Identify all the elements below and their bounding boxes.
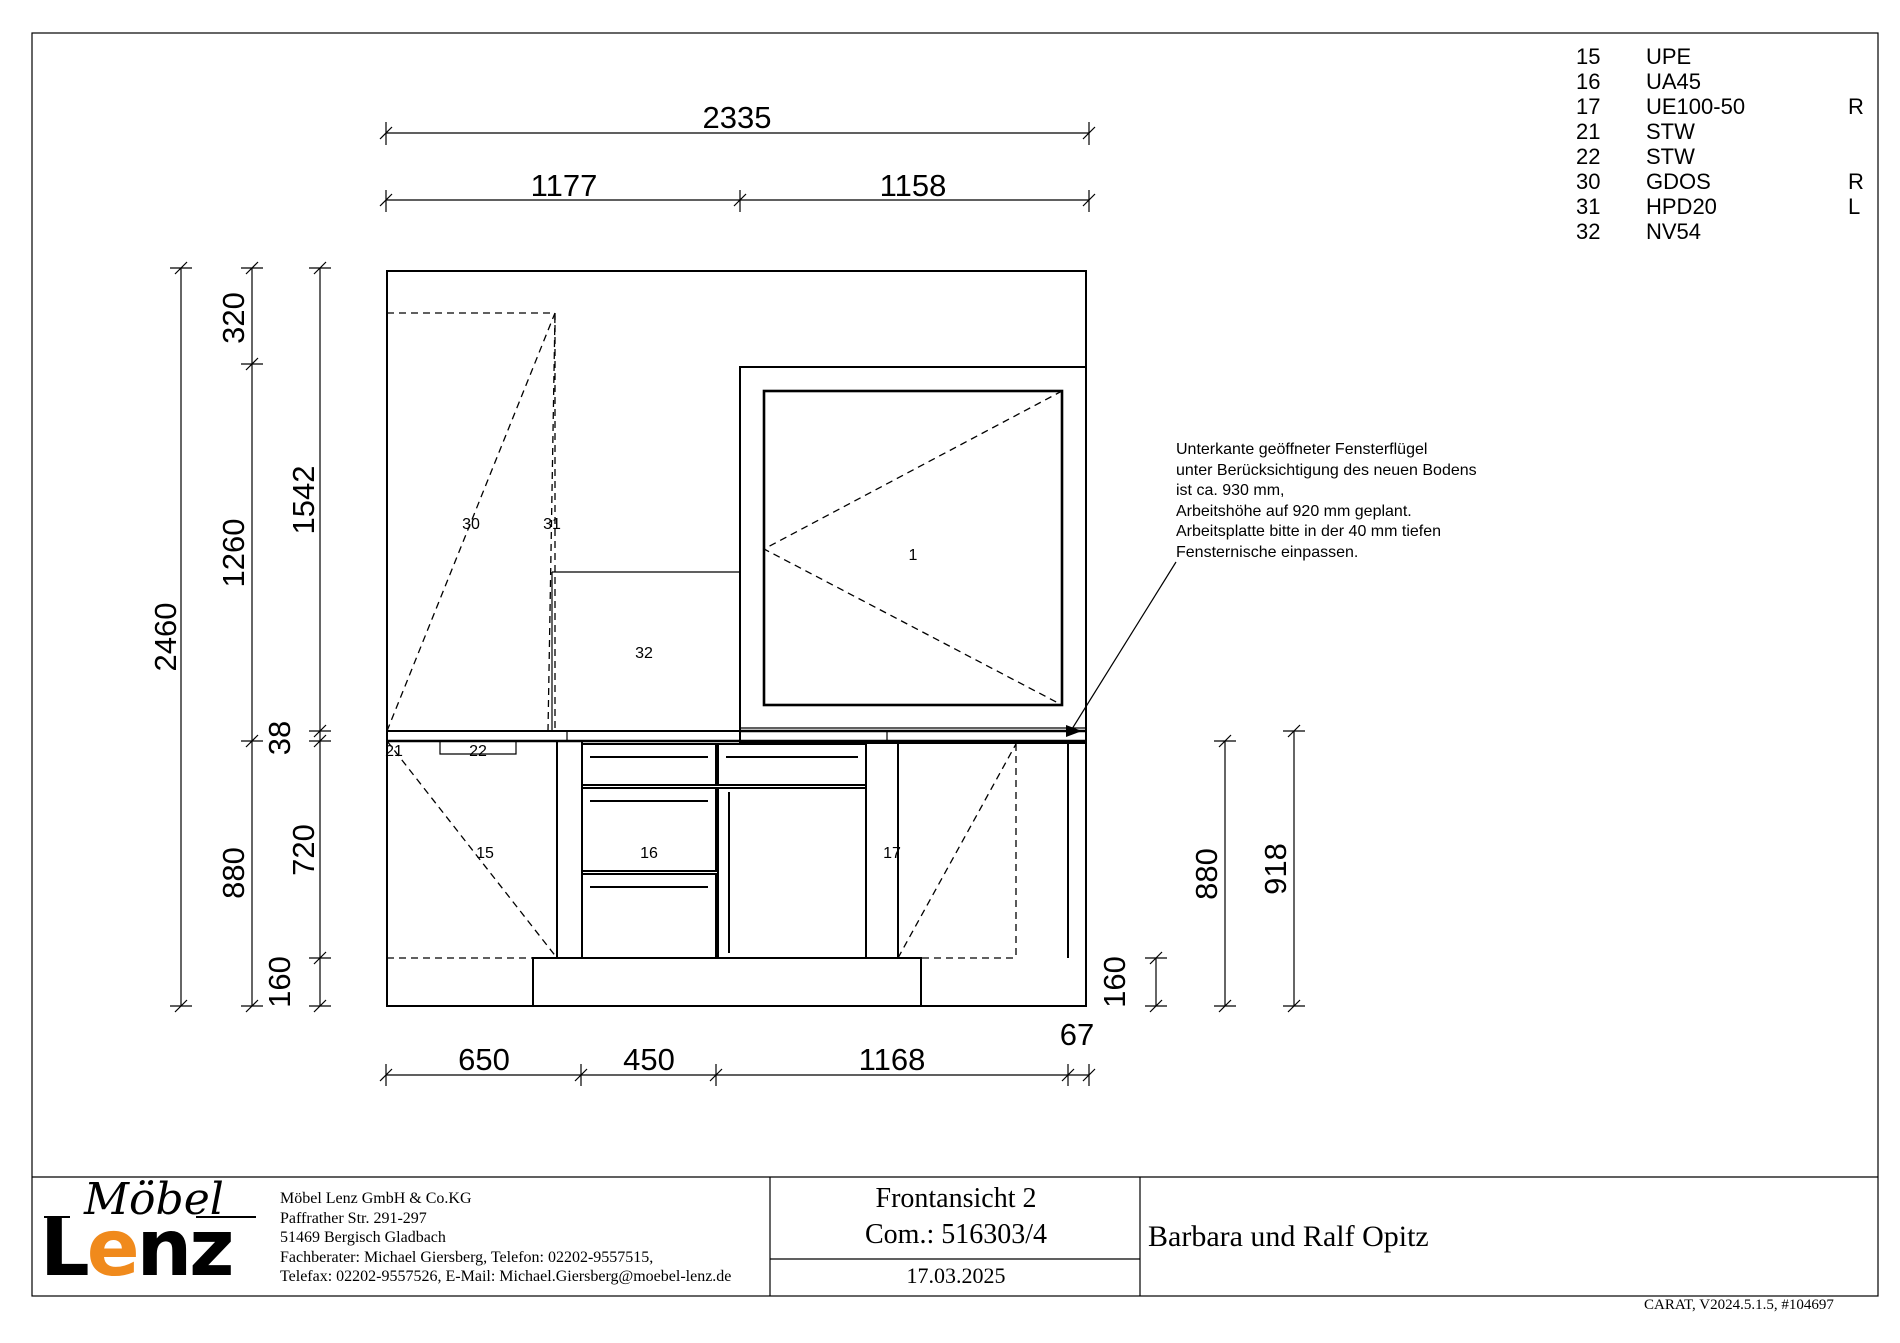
position-legend xyxy=(1576,44,1876,244)
plinth xyxy=(533,958,921,1006)
note-line: unter Berücksichtigung des neuen Bodens xyxy=(1176,461,1477,479)
customer-name: Barbara und Ralf Opitz xyxy=(1148,1220,1429,1253)
logo-letter: L xyxy=(40,1204,87,1294)
company-line: Paffrather Str. 291-297 xyxy=(280,1209,427,1227)
company-address xyxy=(280,1189,731,1287)
dim-bottom-1168: 1168 xyxy=(858,1042,926,1077)
legend-pos: 17 xyxy=(1576,94,1601,119)
dim-left-mid: 1260 xyxy=(216,518,251,588)
dim-left-top: 320 xyxy=(216,292,251,344)
label-21: 21 xyxy=(385,743,403,760)
label-30: 30 xyxy=(462,516,480,533)
legend-code: STW xyxy=(1646,144,1695,169)
legend-pos: 21 xyxy=(1576,119,1601,144)
legend-code: NV54 xyxy=(1646,219,1702,244)
dim-bottom-67: 67 xyxy=(1059,1017,1095,1052)
dim-top-right: 1158 xyxy=(879,168,947,203)
drawing-date: 17.03.2025 xyxy=(906,1263,1006,1288)
tall-unit xyxy=(387,313,561,731)
legend-row xyxy=(1576,94,1876,119)
annotation-note xyxy=(1176,440,1536,563)
legend-row xyxy=(1576,144,1876,169)
logo-letter-accent: e xyxy=(86,1204,137,1294)
dim-left-720: 720 xyxy=(286,824,321,876)
legend-row xyxy=(1576,119,1876,144)
logo-letter: nz xyxy=(136,1204,232,1294)
window-unit xyxy=(740,367,1086,743)
base-unit-15 xyxy=(387,741,557,958)
legend-pos: 31 xyxy=(1576,194,1601,219)
dimension-right xyxy=(1097,725,1305,1012)
dim-right-880: 880 xyxy=(1189,848,1224,900)
software-version: CARAT, V2024.5.1.5, #104697 xyxy=(1644,1297,1834,1313)
view-title: Frontansicht 2 xyxy=(875,1183,1037,1214)
legend-pos: 30 xyxy=(1576,169,1601,194)
legend-code: HPD20 xyxy=(1646,194,1717,219)
label-31: 31 xyxy=(543,516,561,533)
label-16: 16 xyxy=(640,845,658,862)
legend-side: L xyxy=(1848,194,1861,219)
legend-code: GDOS xyxy=(1646,169,1711,194)
label-window: 1 xyxy=(908,547,918,564)
legend-pos: 15 xyxy=(1576,44,1601,69)
base-unit-door xyxy=(718,744,866,958)
company-line: Telefax: 02202-9557526, E-Mail: Michael.Giersberg@moebel-lenz.de xyxy=(280,1268,732,1285)
legend-row xyxy=(1576,219,1876,244)
dim-bottom-450: 450 xyxy=(623,1042,675,1077)
legend-row xyxy=(1576,44,1876,69)
legend-code: UPE xyxy=(1646,44,1692,69)
dimension-top xyxy=(380,100,1095,212)
note-line: ist ca. 930 mm, xyxy=(1176,482,1285,499)
worktop xyxy=(387,562,1176,741)
dim-top-left: 1177 xyxy=(530,168,598,203)
wall-outline xyxy=(387,271,1086,1006)
dim-left-880: 880 xyxy=(216,847,251,899)
dim-top-total: 2335 xyxy=(702,100,772,135)
dim-right-918: 918 xyxy=(1258,843,1293,895)
base-unit-16 xyxy=(582,744,716,958)
note-line: Arbeitshöhe auf 920 mm geplant. xyxy=(1176,502,1412,520)
legend-code: UE100-50 xyxy=(1646,94,1746,119)
company-line: 51469 Bergisch Gladbach xyxy=(280,1229,446,1246)
legend-side: R xyxy=(1848,94,1864,119)
wall-unit-32 xyxy=(552,572,740,731)
legend-row xyxy=(1576,169,1876,194)
panels xyxy=(385,742,516,760)
dim-left-total: 2460 xyxy=(148,602,183,672)
base-unit-17 xyxy=(883,744,1068,958)
legend-code: STW xyxy=(1646,119,1695,144)
dim-right-160: 160 xyxy=(1097,956,1132,1008)
commission-number: Com.: 516303/4 xyxy=(864,1219,1047,1250)
dimension-left xyxy=(148,262,331,1012)
note-line: Arbeitsplatte bitte in der 40 mm tiefen xyxy=(1176,523,1442,540)
legend-pos: 22 xyxy=(1576,144,1601,169)
label-32: 32 xyxy=(635,645,653,662)
note-line: Fensternische einpassen. xyxy=(1176,543,1359,561)
legend-side: R xyxy=(1848,169,1864,194)
base-carcass xyxy=(557,741,898,958)
logo-lenz xyxy=(40,1204,232,1294)
dim-left-38: 38 xyxy=(262,720,297,756)
label-15: 15 xyxy=(476,845,494,862)
dim-left-1542: 1542 xyxy=(286,465,321,535)
dimension-bottom xyxy=(380,1017,1095,1086)
label-22: 22 xyxy=(469,743,487,760)
company-line: Möbel Lenz GmbH & Co.KG xyxy=(280,1190,472,1207)
logo-moebel: Möbel xyxy=(84,1174,224,1225)
dim-bottom-650: 650 xyxy=(458,1042,510,1077)
legend-pos: 16 xyxy=(1576,69,1601,94)
note-line: Unterkante geöffneter Fensterflügel xyxy=(1176,441,1428,458)
legend-code: UA45 xyxy=(1646,69,1702,94)
dim-left-160: 160 xyxy=(262,956,297,1008)
company-line: Fachberater: Michael Giersberg, Telefon: 02202-9557515, xyxy=(280,1248,654,1266)
legend-row xyxy=(1576,69,1876,94)
legend-pos: 32 xyxy=(1576,219,1601,244)
label-17: 17 xyxy=(883,845,901,862)
legend-row xyxy=(1576,194,1876,219)
